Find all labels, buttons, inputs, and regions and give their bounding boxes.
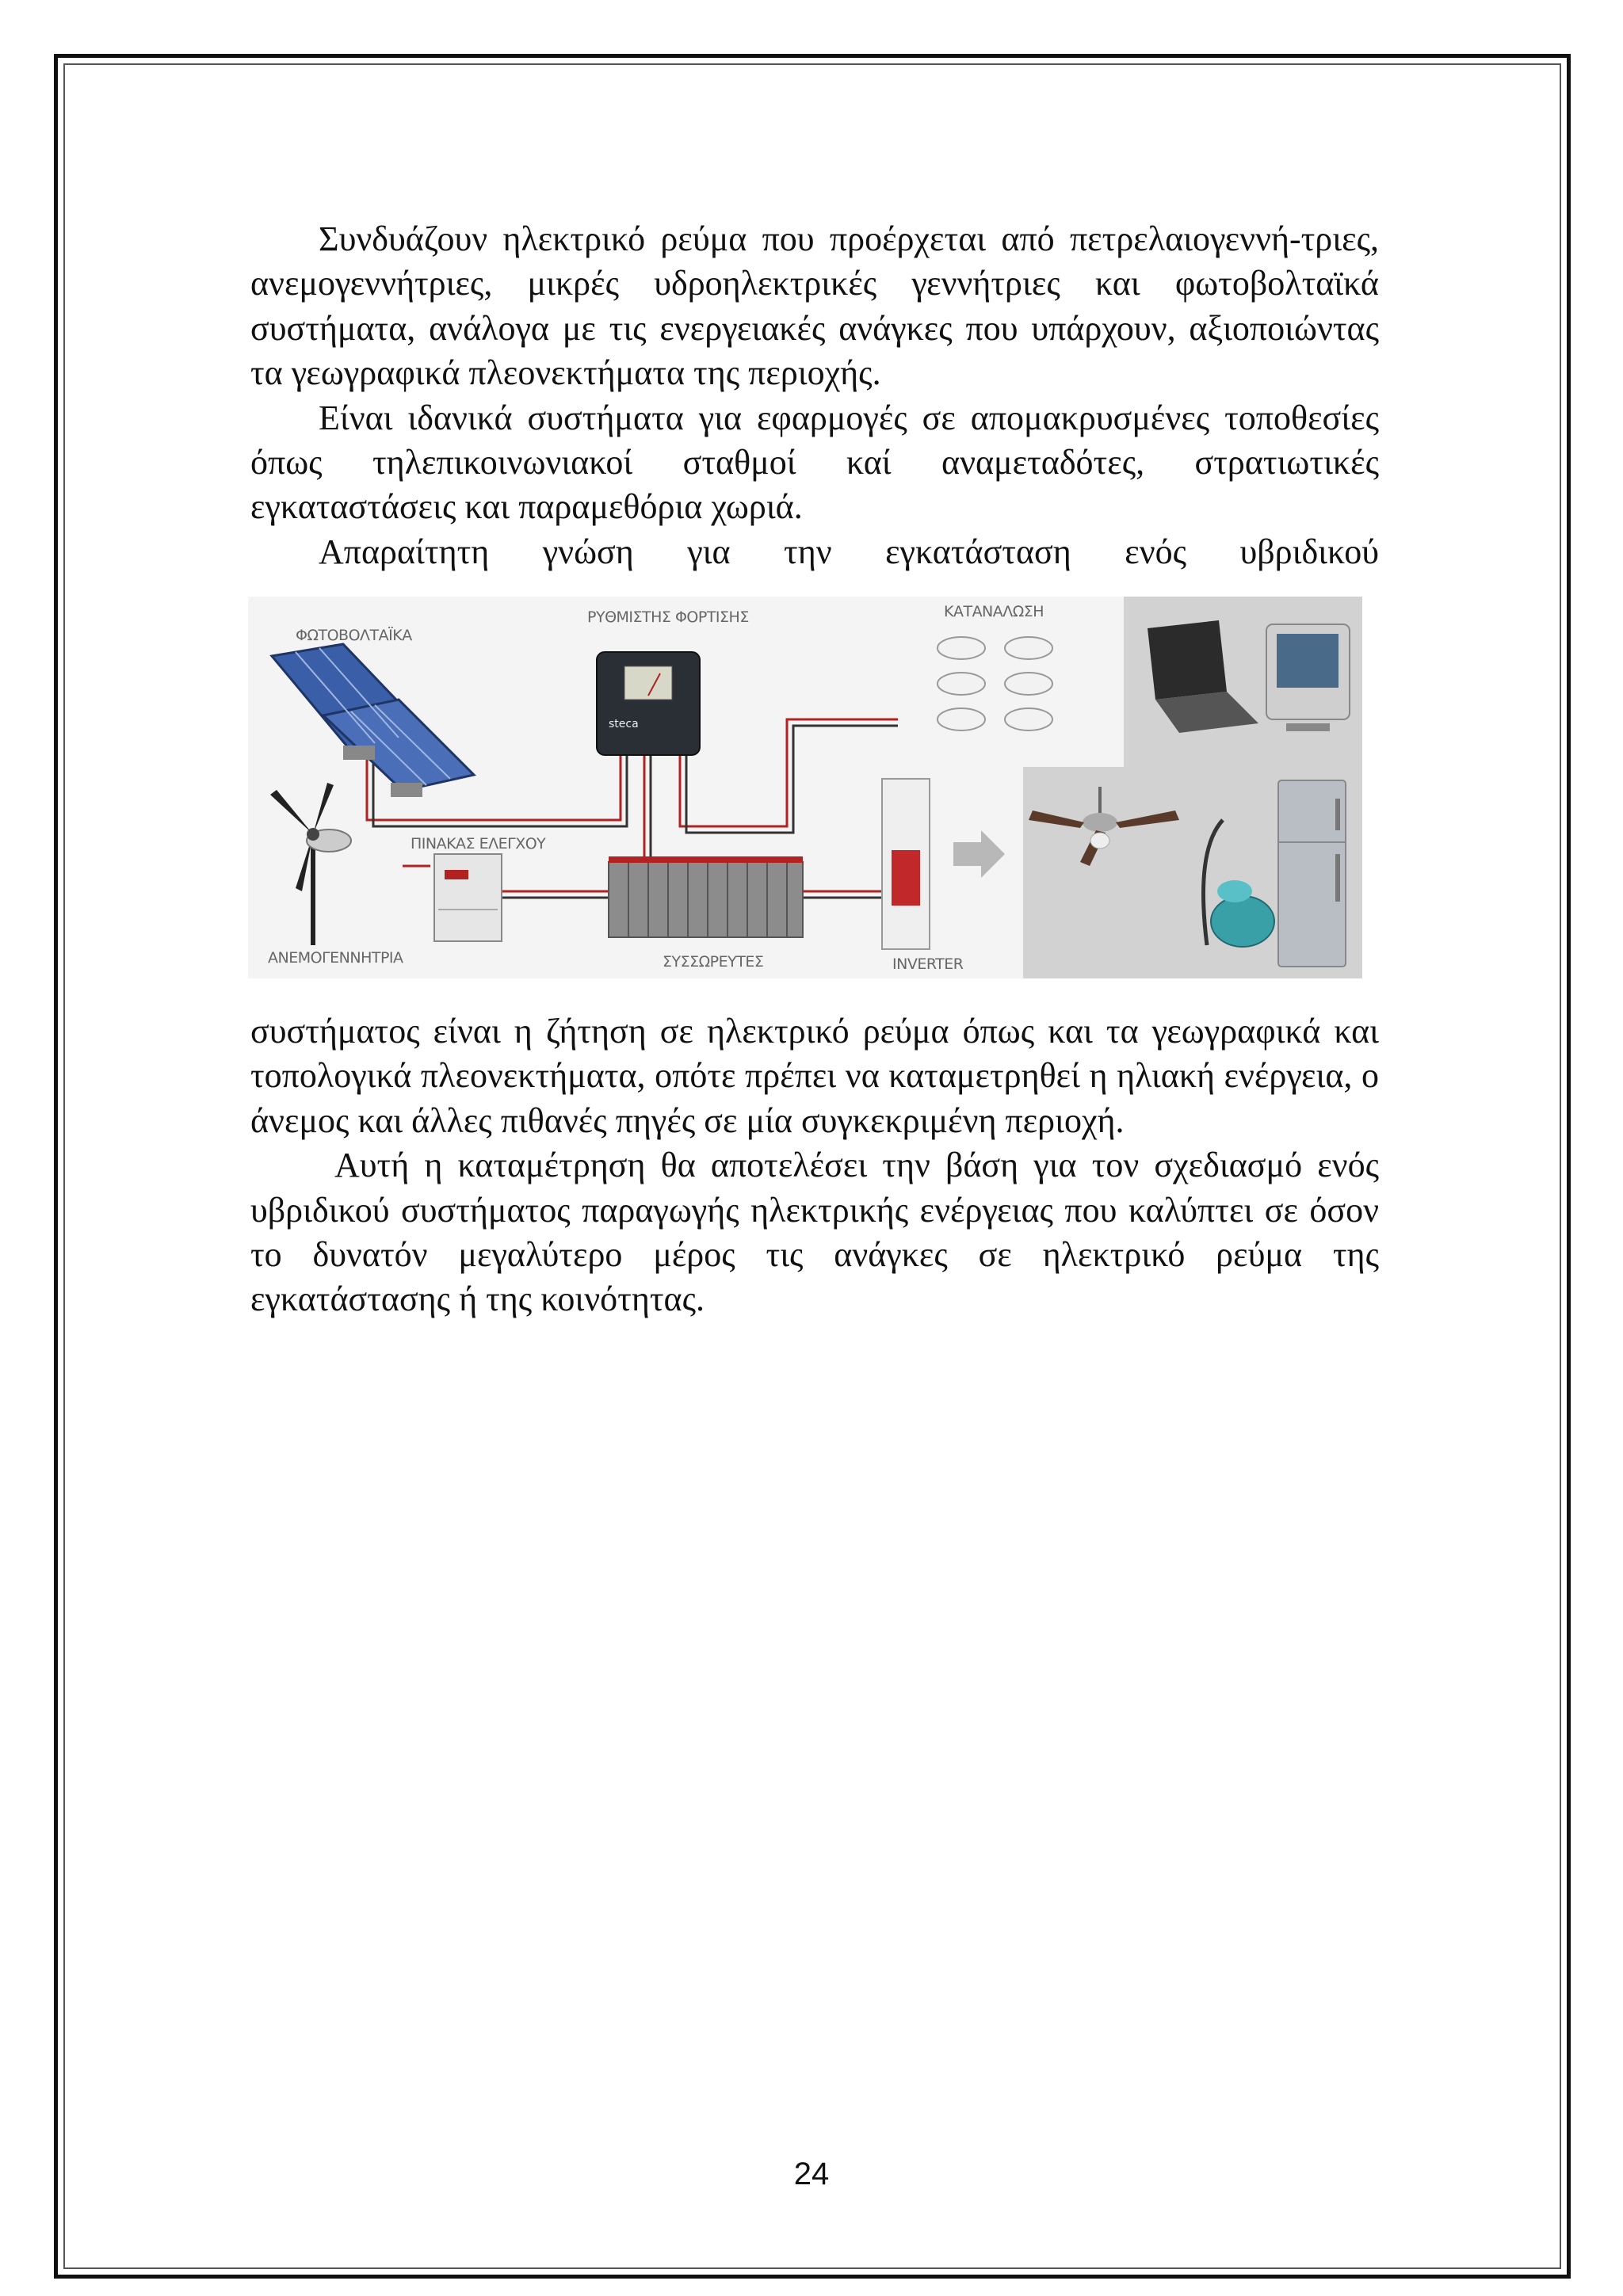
- label-pv: ΦΩΤΟΒΟΛΤΑΪΚΑ: [296, 627, 412, 644]
- label-wind: ΑΝΕΜΟΓΕΝΝΗΤΡΙΑ: [268, 949, 403, 967]
- label-control-panel: ΠΙΝΑΚΑΣ ΕΛΕΓΧΟΥ: [411, 835, 546, 852]
- label-loads: ΚΑΤΑΝΑΛΩΣΗ: [944, 603, 1044, 620]
- wire-ctrl-load-red: [680, 719, 898, 826]
- text-block-bottom: [250, 1009, 1379, 1322]
- paragraph-3-start: Απαραίτητη γνώση για την εγκατάσταση ενός υβριδικού: [319, 532, 1379, 571]
- light-bulbs-icon: [938, 637, 1052, 730]
- battery-bank-icon: [609, 856, 803, 937]
- paragraph-2: Είναι ιδανικά συστήματα για εφαρμογές σε απομακρυσμένες τοποθεσίες όπως τηλεπικοινωνιακοί σταθμοί καί αναμεταδότες, στρατιωτικές εγκαταστάσεις και παραμεθόρια χωριά.: [250, 398, 1379, 527]
- label-controller: ΡΥΘΜΙΣΤΗΣ ΦΟΡΤΙΣΗΣ: [587, 608, 749, 626]
- diagram-svg: [248, 597, 1362, 978]
- paragraph-1: Συνδυάζουν ηλεκτρικό ρεύμα που προέρχεται από πετρελαιογεννή-τριες, ανεμογεννήτριες, μικρές υδροηλεκτρικές γεννήτριες και φωτοβολταϊκά συστήματα, ανάλογα με τις ενεργειακές ανάγκες που υπάρχουν, αξιοποιώντας τα γεωγραφικά πλεονεκτήματα της περιοχής.: [250, 219, 1379, 393]
- controller-brand-text: steca: [609, 718, 639, 730]
- charge-controller-icon: [597, 652, 700, 755]
- arrow-icon: [953, 830, 1005, 878]
- label-batteries: ΣΥΣΣΩΡΕΥΤΕΣ: [663, 953, 764, 971]
- label-inverter: INVERTER: [892, 955, 964, 973]
- wind-turbine-icon: [270, 783, 351, 945]
- text-block-top: [250, 217, 1379, 574]
- paragraph-3-continued: συστήματος είναι η ζήτηση σε ηλεκτρικό ρεύμα όπως και τα γεωγραφικά και τοπολογικά πλεονεκτήματα, οπότε πρέπει να καταμετρηθεί η ηλιακή ενέργεια, ο άνεμος και άλλες πιθανές πηγές σε μία συγκεκριμένη περιοχή.: [250, 1012, 1379, 1140]
- inverter-icon: [882, 779, 1005, 949]
- wire-ctrl-load-dark: [686, 726, 898, 833]
- control-panel-icon: [434, 854, 502, 941]
- hybrid-system-diagram: [248, 597, 1362, 978]
- page-number: 24: [793, 2157, 830, 2191]
- refrigerator-icon: [1278, 780, 1346, 967]
- paragraph-4: Αυτή η καταμέτρηση θα αποτελέσει την βάση για τον σχεδιασμό ενός υβριδικού συστήματος παραγωγής ηλεκτρικής ενέργειας που καλύπτει σε όσον το δυνατόν μεγαλύτερο μέρος τις ανάγκες σε ηλεκτρικό ρεύμα της εγκατάστασης ή της κοινότητας.: [250, 1146, 1379, 1319]
- tv-icon: [1266, 624, 1350, 731]
